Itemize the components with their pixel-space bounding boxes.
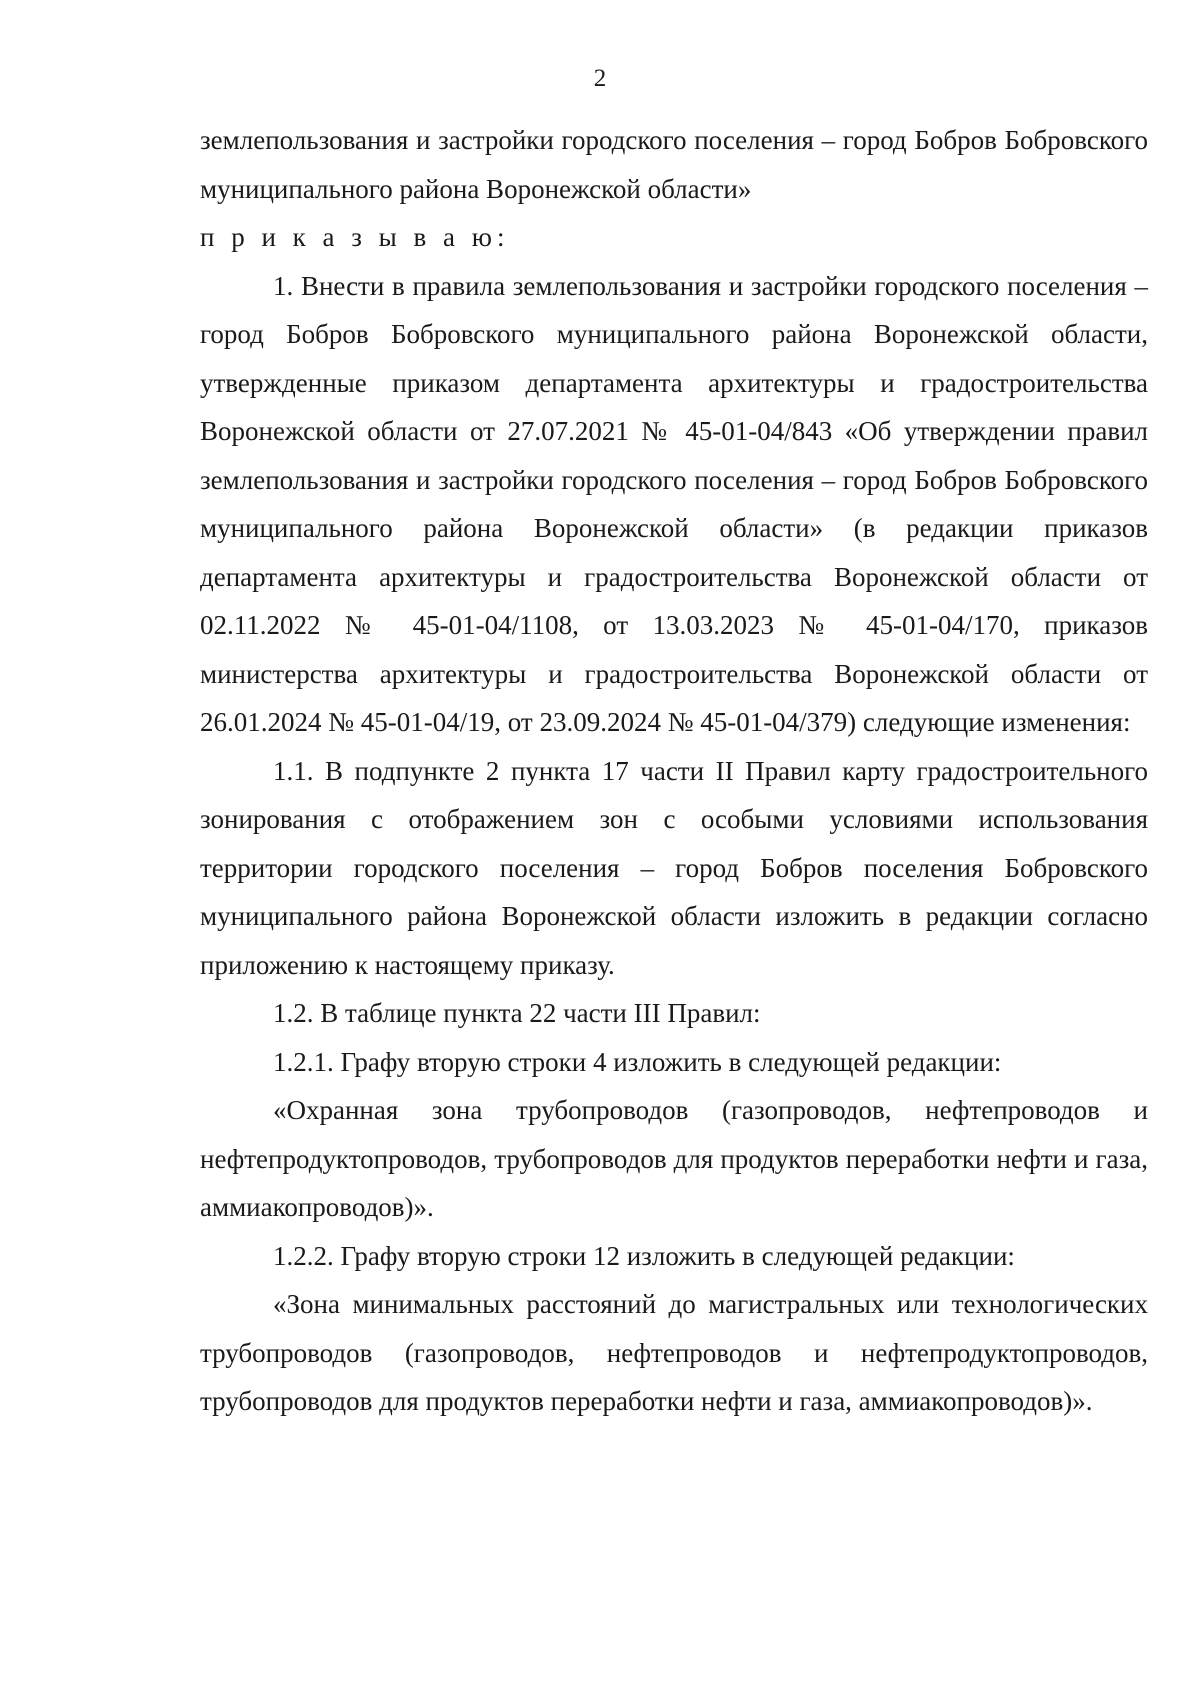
page-number: 2 — [593, 65, 607, 92]
paragraph-item-1: 1. Внести в правила землепользования и застройки городского поселения – город Бобров Бобровского муниципального района Воронежской области, утвержденные приказом департамента архитектуры и градостроительства Воронежской области от 27.07.2021 № 45-01-04/843 «Об утверждении правил землепользования и застройки городского поселения – город Бобров Бобровского муниципального района Воронежской области» (в редакции приказов департамента архитектуры и градостроительства Воронежской области от 02.11.2022 № 45-01-04/1108, от 13.03.2023 № 45-01-04/170, приказов министерства архитектуры и градостроительства Воронежской области от 26.01.2024 № 45-01-04/19, от 23.09.2024 № 45-01-04/379) следующие изменения: — [200, 270, 1148, 737]
paragraph-continuation: землепользования и застройки городского поселения – город Бобров Бобровского муниципального района Воронежской области» — [200, 125, 1148, 204]
paragraph-quote-row-12: «Зона минимальных расстояний до магистральных или технологических трубопроводов (газопроводов, нефтепроводов и нефтепродуктопроводов, трубопроводов для продуктов переработки нефти и газа, аммиакопроводов)». — [200, 1289, 1148, 1416]
paragraph-item-1-1: 1.1. В подпункте 2 пункта 17 части II Правил карту градостроительного зонирования с отображением зон с особыми условиями использования территории городского поселения – город Бобров поселения Бобровского муниципального района Воронежской области изложить в редакции согласно приложению к настоящему приказу. — [200, 755, 1148, 980]
paragraph-quote-row-4: «Охранная зона трубопроводов (газопроводов, нефтепроводов и нефтепродуктопроводов, трубопроводов для продуктов переработки нефти и газа, аммиакопроводов)». — [200, 1095, 1148, 1222]
document-body — [200, 116, 1148, 1426]
paragraph-item-1-2: 1.2. В таблице пункта 22 части III Правил: — [273, 998, 761, 1028]
paragraph-item-1-2-1: 1.2.1. Графу вторую строки 4 изложить в следующей редакции: — [273, 1046, 1002, 1077]
order-word: п р и к а з ы в а ю: — [200, 222, 510, 252]
paragraph-item-1-2-2: 1.2.2. Графу вторую строки 12 изложить в следующей редакции: — [273, 1240, 1015, 1271]
